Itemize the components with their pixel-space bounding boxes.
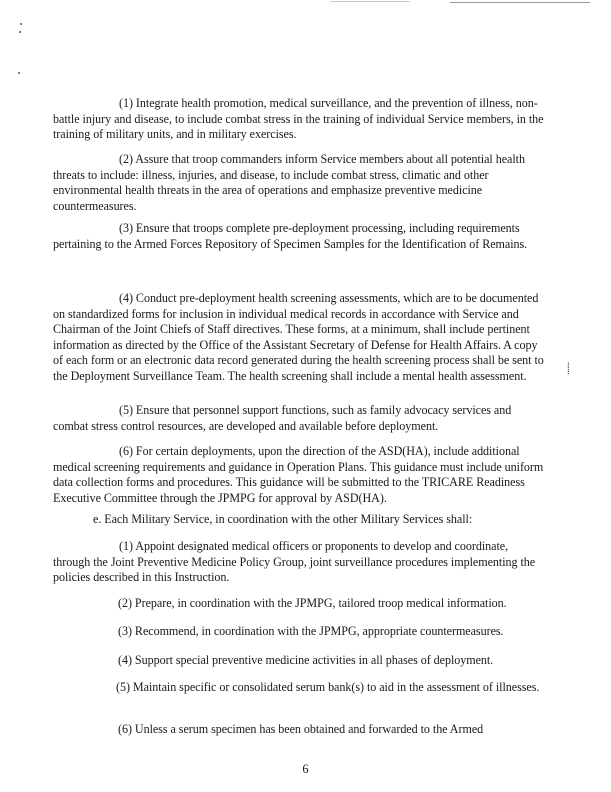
paragraph-e: e. Each Military Service, in coordination with the other Military Services shall: (93, 512, 473, 526)
scan-speck (20, 23, 22, 25)
paragraph-e3: (3) Recommend, in coordination with the JPMPG, appropriate countermeasures. (118, 624, 504, 638)
paragraph-e4: (4) Support special preventive medicine activities in all phases of deployment. (118, 653, 494, 667)
scan-speck (19, 31, 21, 33)
paragraph-d2: (2) Assure that troop commanders inform Service members about all potential health threats to include: illness, injuries, and disease, to include combat stress, climatic and other environmental health threats in the area of operations and emphasize preventive medicine countermeasures. (53, 152, 525, 213)
scan-artifact-top-line (450, 2, 590, 3)
margin-annotation-mark: ⸽ (567, 363, 570, 375)
paragraph-d4: (4) Conduct pre-deployment health screening assessments, which are to be documented on standardized forms for inclusion in individual medical records in accordance with Service and Chairman of the Joint Chiefs of Staff directives. These forms, at a minimum, shall include pertinent information as directed by the Office of the Assistant Secretary of Defense for Health Affairs. A copy of each form or an electronic data record generated during the health screening process shall be sent to the Deployment Surveillance Team. The health screening shall include a mental health assessment. (53, 291, 544, 383)
paragraph-e6: (6) Unless a serum specimen has been obtained and forwarded to the Armed (118, 722, 484, 736)
paragraph-e2: (2) Prepare, in coordination with the JPMPG, tailored troop medical information. (118, 596, 507, 610)
paragraph-d5: (5) Ensure that personnel support functions, such as family advocacy services and combat stress control resources, are developed and available before deployment. (53, 403, 512, 433)
paragraph-e5: (5) Maintain specific or consolidated serum bank(s) to aid in the assessment of illnesses. (116, 680, 540, 694)
paragraph-e1: (1) Appoint designated medical officers or proponents to develop and coordinate, through the Joint Preventive Medicine Policy Group, joint surveillance procedures implementing the policies described in this Instruction. (53, 539, 536, 585)
page-number: 6 (302, 762, 309, 776)
scan-speck (18, 72, 20, 74)
paragraph-d3: (3) Ensure that troops complete pre-deployment processing, including requirements pertaining to the Armed Forces Repository of Specimen Samples for the Identification of Remains. (53, 221, 528, 251)
paragraph-d6: (6) For certain deployments, upon the direction of the ASD(HA), include additional medical screening requirements and guidance in Operation Plans. This guidance must include uniform data collection forms and procedures. This guidance will be submitted to the TRICARE Readiness Executive Committee through the JPMPG for approval by ASD(HA). (53, 444, 544, 505)
scan-artifact-top-line (330, 1, 410, 2)
paragraph-d1: (1) Integrate health promotion, medical surveillance, and the prevention of illness, non-battle injury and disease, to include combat stress in the training of individual Service members, in the training of military units, and in military exercises. (53, 96, 544, 142)
